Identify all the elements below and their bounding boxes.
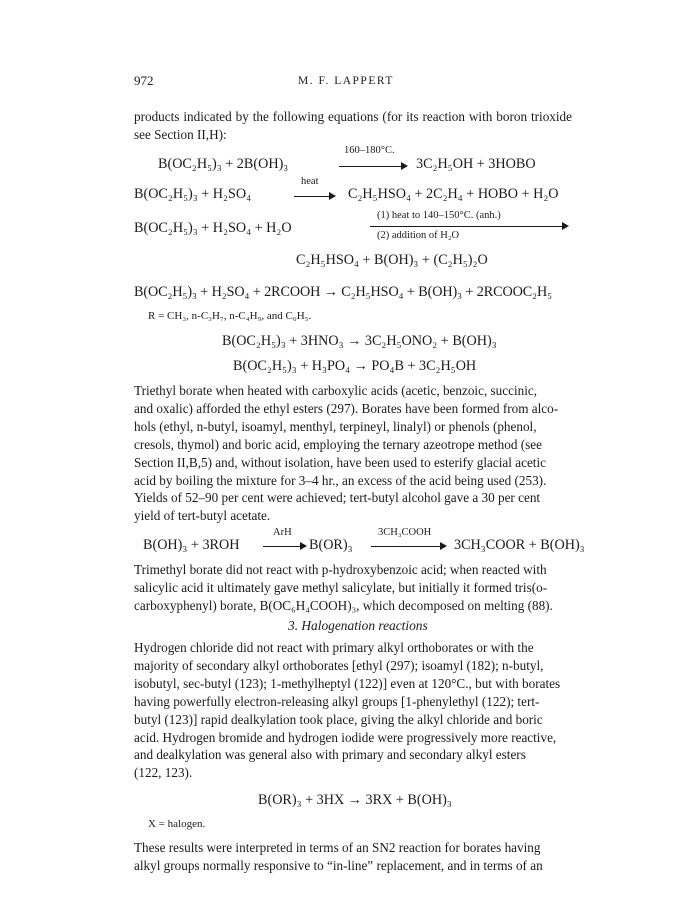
- paragraph-1: [134, 382, 572, 525]
- equation-2-arrowhead: [329, 192, 336, 200]
- equation-8-note: X = halogen.: [148, 818, 206, 830]
- paragraph-2-line: Trimethyl borate did not react with p-hydroxybenzoic acid; when reacted with: [134, 562, 547, 577]
- intro-paragraph: products indicated by the following equations (for its reaction with boron trioxide see Section II,H):: [134, 109, 572, 142]
- equation-6: B(OC₂H₅)₃ + H₃PO₄ → PO₄B + 3C₂H₅OH: [233, 358, 477, 374]
- equation-1-arrow: [339, 166, 403, 167]
- paragraph-1-line: cresols, thymol) and boric acid, employing the ternary azeotrope method (see: [134, 436, 542, 452]
- paragraph-3-line: acid. Hydrogen bromide and hydrogen iodide were progressively more reactive,: [134, 729, 557, 745]
- equation-3-condition-above: (1) heat to 140–150°C. (anh.): [377, 210, 501, 221]
- paragraph-2-line: salicylic acid it ultimately gave methyl salicylate, but initially it formed tris(o-: [134, 579, 548, 595]
- paragraph-1-line: yield of tert-butyl acetate.: [134, 508, 271, 524]
- paragraph-1-line: Yields of 52–90 per cent were achieved; tert-butyl alcohol gave a 30 per cent: [134, 490, 541, 506]
- equation-2-right: C₂H₅HSO₄ + 2C₂H₄ + HOBO + H₂O: [348, 186, 559, 202]
- equation-1-left: B(OC₂H₅)₃ + 2B(OH)₃: [158, 156, 289, 172]
- section-title: 3. Halogenation reactions: [288, 618, 428, 633]
- paragraph-3-line: butyl (123)] rapid dealkylation took place, giving the alkyl chloride and boric: [134, 711, 543, 727]
- paragraph-2: [134, 561, 572, 615]
- equation-1-condition: 160–180°C.: [344, 145, 395, 156]
- equation-3-arrow: [370, 226, 564, 227]
- paragraph-3-line: majority of secondary alkyl orthoborates [ethyl (297); isoamyl (182); n-butyl,: [134, 657, 544, 673]
- running-title: M. F. LAPPERT: [298, 75, 394, 87]
- equation-3-arrowhead: [562, 222, 569, 230]
- equation-7-part-1: B(OH)₃ + 3ROH: [143, 537, 240, 553]
- paragraph-1-line: hols (ethyl, n-butyl, isoamyl, menthyl, terpineyl, linalyl) or phenols (phenol,: [134, 418, 537, 434]
- equation-4-note: R = CH₃, n-C₃H₇, n-C₄H₉, and C₆H₅.: [148, 310, 312, 322]
- paragraph-1-line: and oxalic) afforded the ethyl esters (297). Borates have been formed from alco-: [134, 400, 559, 416]
- equation-7-arrowhead-2: [440, 542, 447, 550]
- equation-1-right: 3C₂H₅OH + 3HOBO: [416, 156, 536, 172]
- paragraph-1-line: Triethyl borate when heated with carboxylic acids (acetic, benzoic, succinic,: [134, 383, 538, 398]
- equation-5: B(OC₂H₅)₃ + 3HNO₃ → 3C₂H₅ONO₂ + B(OH)₃: [222, 333, 497, 349]
- equation-1-arrowhead: [401, 162, 408, 170]
- equation-2-left: B(OC₂H₅)₃ + H₂SO₄: [134, 186, 252, 202]
- paragraph-3-line: isobutyl, sec-butyl (123); 1-methylheptyl (122)] even at 120°C., but with borates: [134, 675, 561, 691]
- page-number: 972: [134, 73, 154, 88]
- equation-7-arrow-1: [263, 546, 302, 547]
- equation-2-condition: heat: [301, 176, 319, 187]
- equation-7-arrowhead-1: [300, 542, 307, 550]
- paragraph-1-line: Section II,B,5) and, without isolation, have been used to esterify glacial acetic: [134, 454, 546, 470]
- equation-3-left: B(OC₂H₅)₃ + H₂SO₄ + H₂O: [134, 220, 292, 236]
- paragraph-4-line: alkyl groups normally responsive to “in-line” replacement, and in terms of an: [134, 857, 543, 873]
- paragraph-3-line: and dealkylation was general also with primary and secondary alkyl esters: [134, 747, 526, 763]
- paragraph-2-line: carboxyphenyl) borate, B(OC₆H₄COOH)₃, which decomposed on melting (88).: [134, 597, 553, 613]
- equation-3-condition-below: (2) addition of H₂O: [377, 230, 460, 241]
- equation-4: B(OC₂H₅)₃ + H₂SO₄ + 2RCOOH → C₂H₅HSO₄ + B(OH)₃ + 2RCOOC₂H₅: [134, 284, 552, 300]
- equation-7-arrow-2: [371, 546, 442, 547]
- equation-2-arrow: [294, 196, 331, 197]
- paragraph-4: [134, 839, 572, 875]
- equation-7-part-3: 3CH₃COOR + B(OH)₃: [454, 537, 585, 553]
- equation-7-condition-2: 3CH₃COOH: [378, 527, 432, 538]
- equation-3-right: C₂H₅HSO₄ + B(OH)₃ + (C₂H₅)₂O: [296, 252, 488, 268]
- paragraph-3-line: having powerfully electron-releasing alkyl groups [1-phenylethyl (122); tert-: [134, 693, 540, 709]
- paragraph-3-line: Hydrogen chloride did not react with primary alkyl orthoborates or with the: [134, 640, 534, 655]
- equation-7-condition-1: ArH: [273, 527, 292, 538]
- paragraph-1-line: acid by boiling the mixture for 3–4 hr., an excess of the acid being used (253).: [134, 472, 547, 488]
- paragraph-3: [134, 639, 572, 782]
- equation-7-part-2: B(OR)₃: [309, 537, 353, 553]
- paragraph-4-line: These results were interpreted in terms of an SN2 reaction for borates having: [134, 840, 541, 855]
- equation-8: B(OR)₃ + 3HX → 3RX + B(OH)₃: [258, 792, 452, 808]
- paragraph-3-line: (122, 123).: [134, 765, 193, 781]
